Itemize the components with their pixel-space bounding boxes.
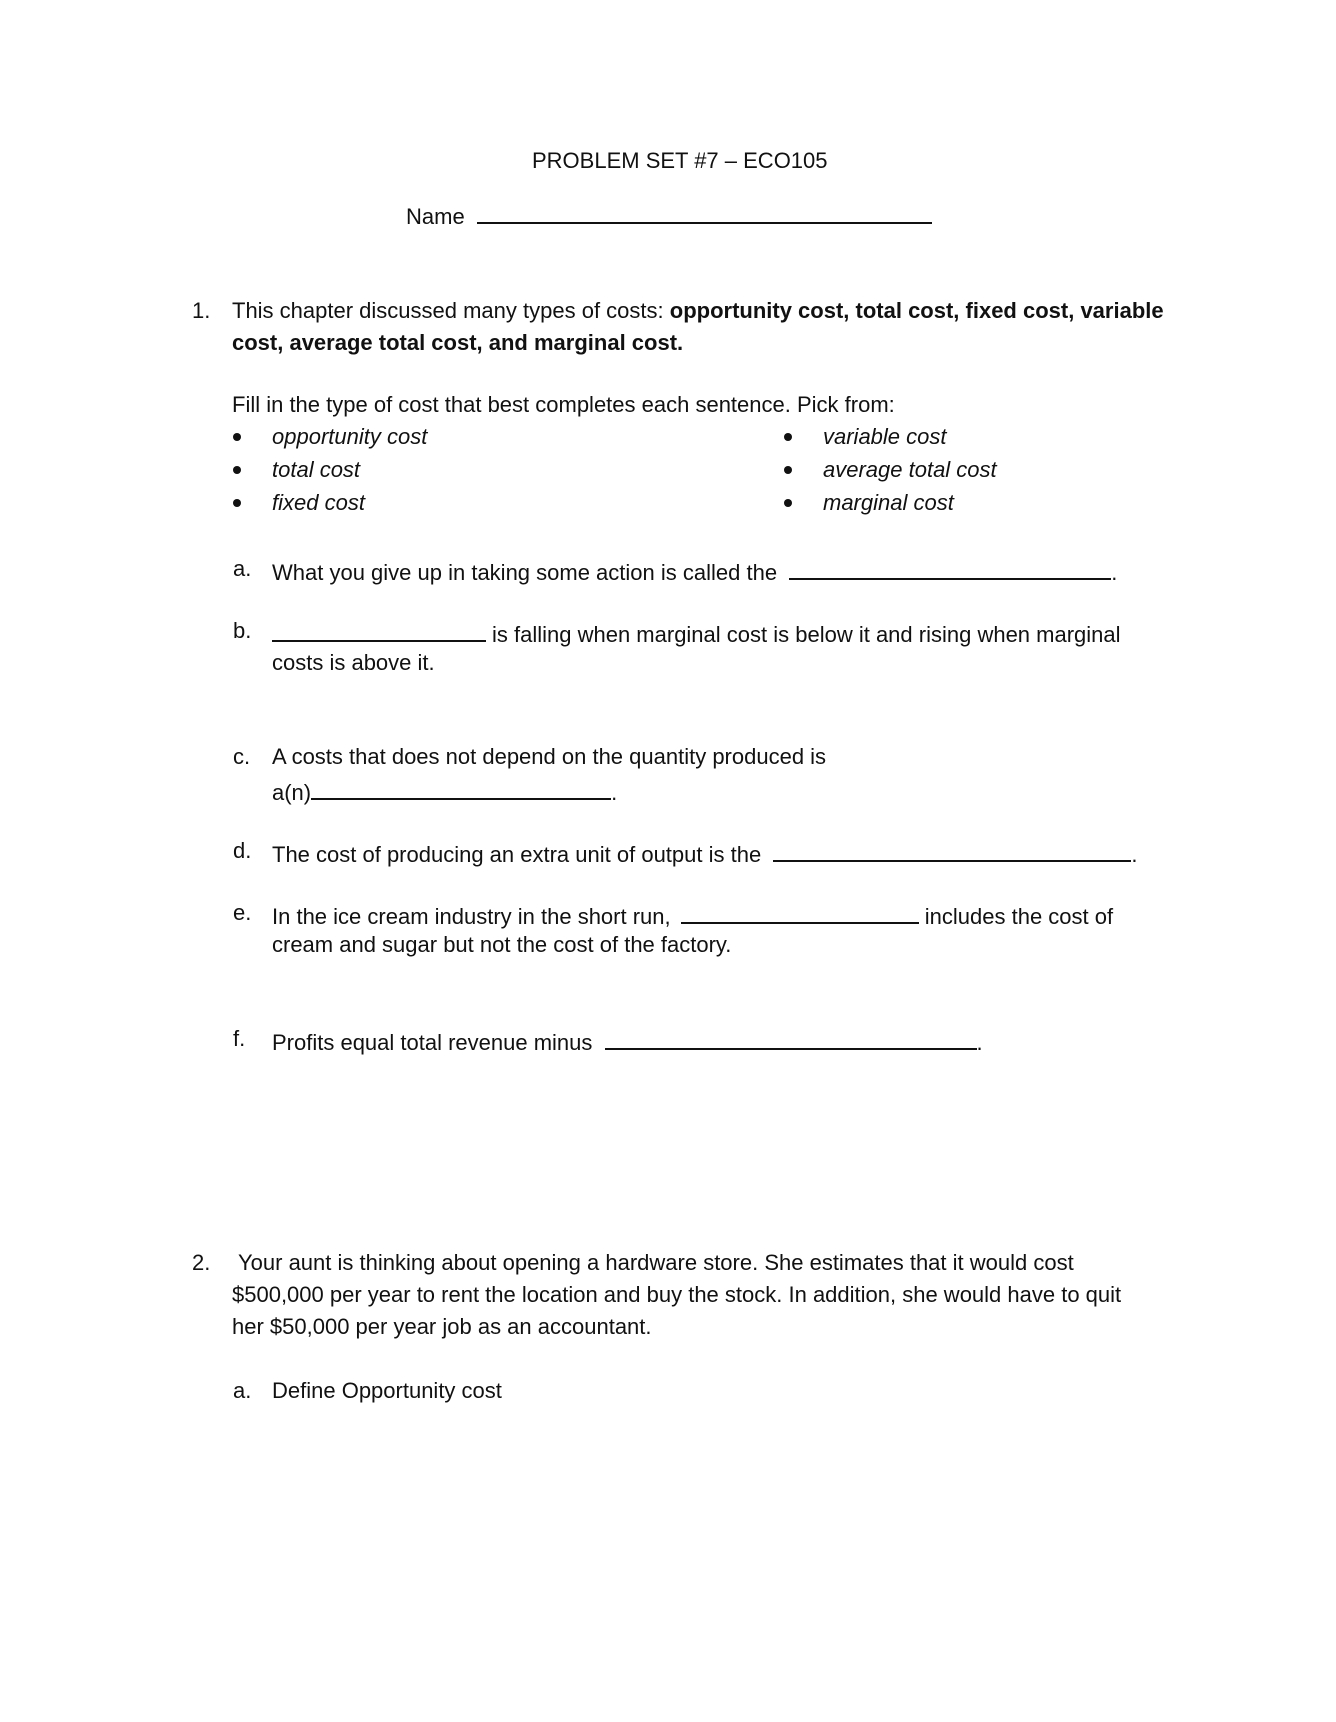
q1f-end: . bbox=[976, 1030, 983, 1055]
q1-intro-line1 bbox=[232, 298, 1164, 324]
q1a-blank[interactable] bbox=[789, 556, 1111, 580]
q1e-sentence-line2: cream and sugar but not the cost of the factory. bbox=[272, 932, 732, 957]
q1b-label: b. bbox=[233, 618, 252, 643]
bullet-icon bbox=[233, 433, 241, 441]
q1a-sentence bbox=[272, 556, 1117, 586]
q1-instruction: Fill in the type of cost that best completes each sentence. Pick from: bbox=[232, 392, 895, 417]
q1f-label: f. bbox=[233, 1026, 246, 1051]
q1a-text: What you give up in taking some action is called the bbox=[272, 560, 778, 585]
q1-number: 1. bbox=[192, 298, 211, 323]
q1e-label: e. bbox=[233, 900, 252, 925]
q1f-blank[interactable] bbox=[605, 1026, 977, 1050]
q1b-blank[interactable] bbox=[272, 618, 486, 642]
q1d-sentence bbox=[272, 838, 1137, 868]
name-field[interactable] bbox=[406, 200, 932, 230]
q1c-label: c. bbox=[233, 744, 251, 769]
q1a-end: . bbox=[1111, 560, 1118, 585]
q1a-label: a. bbox=[233, 556, 252, 581]
option-fixed-cost: fixed cost bbox=[272, 490, 365, 515]
option-average-total-cost: average total cost bbox=[823, 457, 997, 482]
bullet-icon bbox=[784, 466, 792, 474]
q2a-text: Define Opportunity cost bbox=[272, 1378, 502, 1403]
q1c-sentence-line2 bbox=[272, 776, 617, 806]
bullet-icon bbox=[233, 466, 241, 474]
q1-intro-line2: cost, average total cost, and marginal cost. bbox=[232, 330, 684, 355]
q1d-label: d. bbox=[233, 838, 252, 863]
bullet-icon bbox=[784, 433, 792, 441]
q1e-blank[interactable] bbox=[681, 900, 919, 924]
name-label: Name bbox=[406, 204, 465, 229]
q1d-blank[interactable] bbox=[773, 838, 1131, 862]
page-title: PROBLEM SET #7 – ECO105 bbox=[532, 148, 828, 173]
q2a-label: a. bbox=[233, 1378, 252, 1403]
q2-line2: $500,000 per year to rent the location and buy the stock. In addition, she would have to quit bbox=[232, 1282, 1122, 1307]
q1c-text2: a(n) bbox=[272, 780, 312, 805]
bullet-icon bbox=[784, 499, 792, 507]
q1e-text-after: includes the cost of bbox=[924, 904, 1114, 929]
q2-line1: Your aunt is thinking about opening a hardware store. She estimates that it would cost bbox=[238, 1250, 1074, 1275]
q2-line3: her $50,000 per year job as an accountant. bbox=[232, 1314, 652, 1339]
q1b-sentence-line2: costs is above it. bbox=[272, 650, 435, 675]
q1d-end: . bbox=[1131, 842, 1138, 867]
option-marginal-cost: marginal cost bbox=[823, 490, 954, 515]
name-blank[interactable] bbox=[477, 200, 932, 224]
q1-intro-plain: This chapter discussed many types of costs: bbox=[232, 298, 670, 323]
q1c-end: . bbox=[611, 780, 618, 805]
option-variable-cost: variable cost bbox=[823, 424, 947, 449]
bullet-icon bbox=[233, 499, 241, 507]
q1c-blank[interactable] bbox=[311, 776, 611, 800]
q1-intro-bold-1: opportunity cost, total cost, fixed cost, variable bbox=[669, 298, 1164, 323]
q1c-sentence: A costs that does not depend on the quantity produced is bbox=[272, 744, 827, 769]
q1b-text: is falling when marginal cost is below it and rising when marginal bbox=[492, 622, 1121, 647]
q1d-text: The cost of producing an extra unit of output is the bbox=[272, 842, 762, 867]
option-total-cost: total cost bbox=[272, 457, 361, 482]
q1f-text: Profits equal total revenue minus bbox=[272, 1030, 593, 1055]
option-opportunity-cost: opportunity cost bbox=[272, 424, 428, 449]
q1e-sentence bbox=[272, 900, 1113, 930]
q2-number: 2. bbox=[192, 1250, 211, 1275]
q1b-sentence bbox=[272, 618, 1121, 648]
q1e-text: In the ice cream industry in the short run, bbox=[272, 904, 671, 929]
q1f-sentence bbox=[272, 1026, 983, 1056]
